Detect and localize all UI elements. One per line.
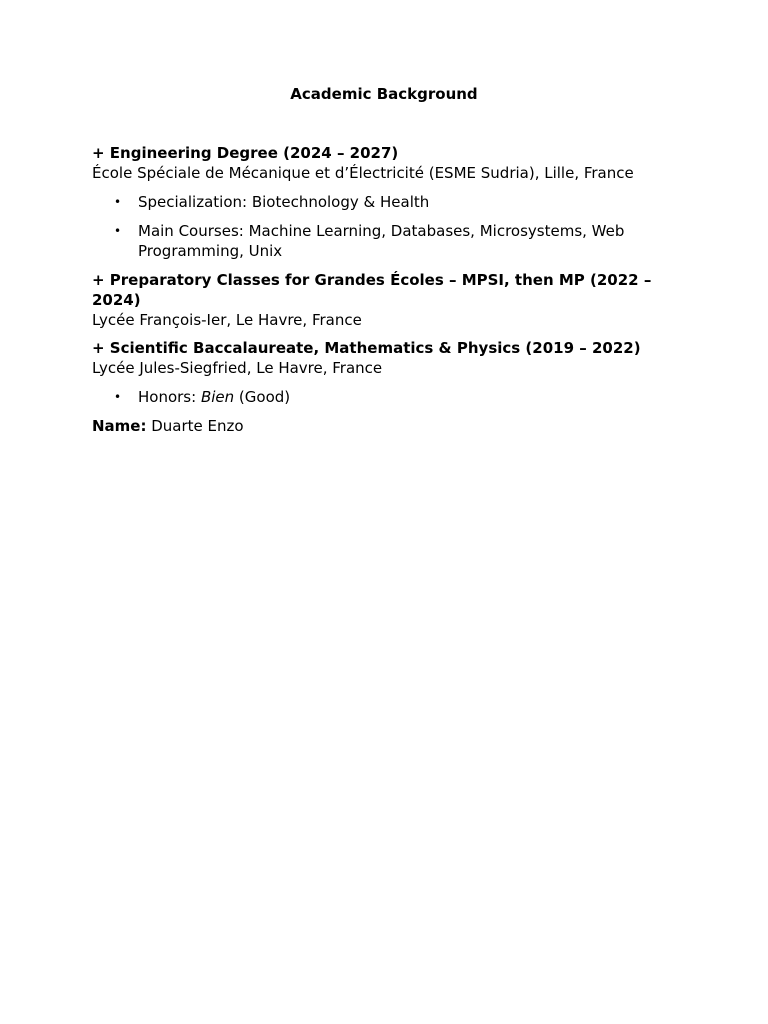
section-engineering-degree (92, 143, 682, 261)
list-item (92, 221, 682, 261)
section-baccalaureate (92, 338, 682, 407)
section-institution: École Spéciale de Mécanique et d’Électricité (ESME Sudria), Lille, France (92, 164, 634, 182)
list-item (92, 192, 682, 212)
name-value: Duarte Enzo (146, 417, 244, 435)
section-preparatory-classes (92, 270, 682, 330)
list-item-text: Main Courses: Machine Learning, Databases, Microsystems, Web Programming, Unix (138, 222, 625, 260)
document-content (92, 143, 682, 436)
bullet-list (92, 387, 682, 407)
section-institution: Lycée François-Ier, Le Havre, France (92, 311, 362, 329)
section-heading: + Preparatory Classes for Grandes Écoles – MPSI, then MP (2022 – 2024) (92, 271, 652, 309)
honors-note: (Good) (234, 388, 291, 406)
bullet-list (92, 192, 682, 261)
honors-label: Honors: (138, 388, 201, 406)
name-line (92, 416, 682, 436)
honors-value: Bien (200, 388, 235, 406)
page-title: Academic Background (290, 85, 478, 103)
bullet-icon: • (114, 390, 122, 404)
bullet-icon: • (114, 224, 122, 238)
bullet-icon: • (114, 195, 122, 209)
list-item (92, 387, 682, 407)
list-item-text: Specialization: Biotechnology & Health (138, 193, 430, 211)
name-label: Name: (92, 417, 147, 435)
section-heading: + Scientific Baccalaureate, Mathematics & Physics (2019 – 2022) (92, 339, 641, 357)
section-heading: + Engineering Degree (2024 – 2027) (92, 144, 399, 162)
section-institution: Lycée Jules-Siegfried, Le Havre, France (92, 359, 383, 377)
